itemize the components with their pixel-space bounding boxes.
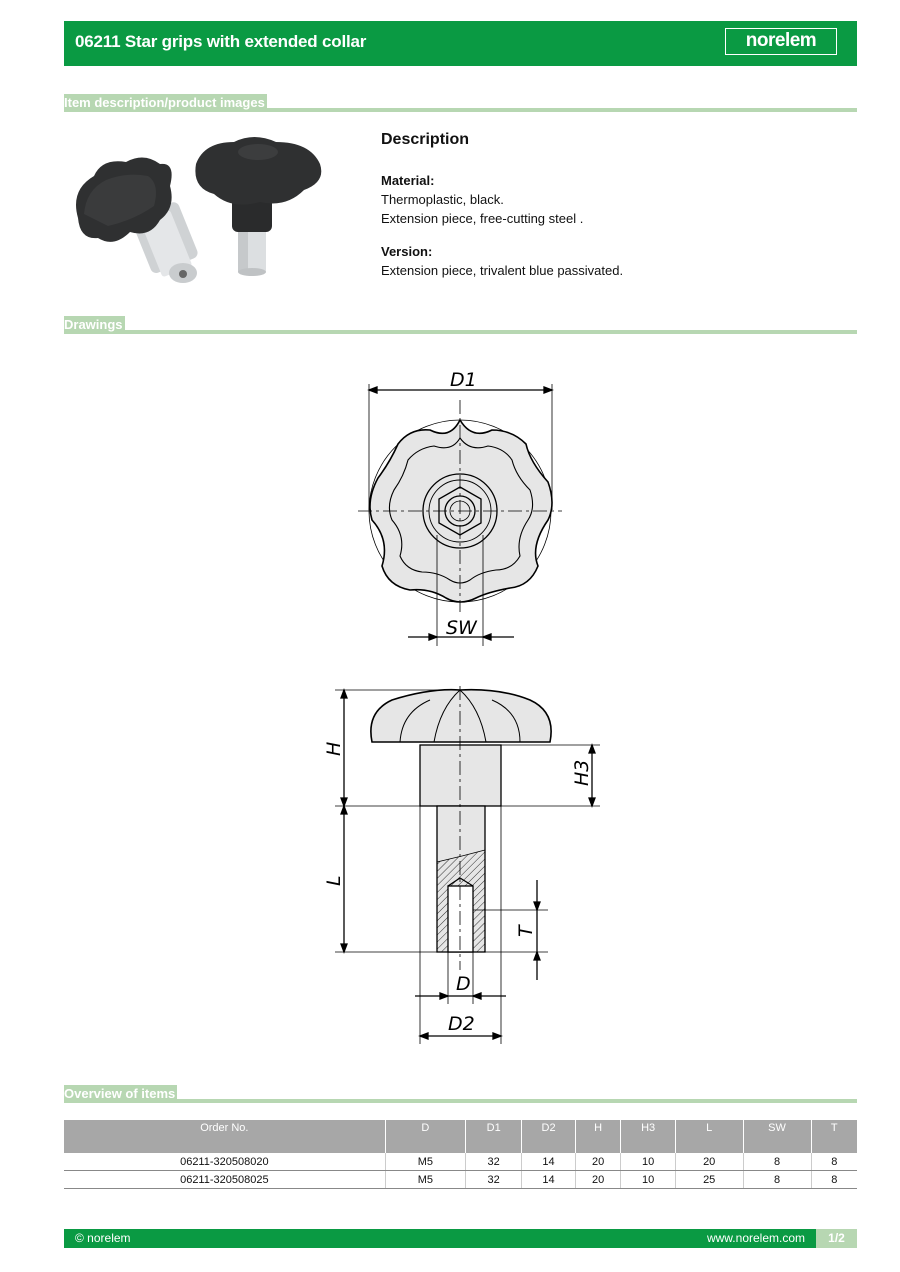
cell-t: 8 [811, 1171, 857, 1189]
page-number: 1/2 [816, 1229, 857, 1248]
page-title: 06211 Star grips with extended collar [75, 32, 367, 51]
col-sw: SW [743, 1120, 811, 1153]
cell-h: 20 [575, 1171, 621, 1189]
material-text-2: Extension piece, free-cutting steel . [381, 211, 584, 226]
col-l: L [675, 1120, 743, 1153]
cell-l: 25 [675, 1171, 743, 1189]
dim-label-sw: SW [446, 617, 477, 639]
cell-t: 8 [811, 1153, 857, 1171]
norelem-logo: norelem [725, 28, 837, 55]
page-header [64, 21, 857, 66]
cell-d2: 14 [522, 1153, 575, 1171]
dim-label-h3: H3 [571, 759, 593, 786]
col-h: H [575, 1120, 621, 1153]
section-item-description [64, 92, 857, 112]
table-row [64, 1171, 857, 1189]
dim-label-d2: D2 [448, 1013, 475, 1035]
col-order-no: Order No. [64, 1120, 385, 1153]
top-view [358, 384, 562, 646]
col-d: D [385, 1120, 465, 1153]
col-h3: H3 [621, 1120, 675, 1153]
cell-order-no: 06211-320508020 [64, 1153, 385, 1171]
cell-d1: 32 [466, 1171, 522, 1189]
page-footer [64, 1229, 857, 1248]
cell-d2: 14 [522, 1171, 575, 1189]
items-table [64, 1120, 857, 1189]
dim-label-t: T [515, 925, 537, 937]
cell-d: M5 [385, 1153, 465, 1171]
cell-sw: 8 [743, 1153, 811, 1171]
section-label: Drawings [64, 317, 123, 332]
cell-order-no: 06211-320508025 [64, 1171, 385, 1189]
description-heading: Description [381, 131, 470, 148]
material-label: Material: [381, 173, 435, 188]
table-header-row [64, 1120, 857, 1153]
section-label: Item description/product images [64, 95, 265, 110]
version-text-1: Extension piece, trivalent blue passivated. [381, 263, 624, 278]
description-block [381, 130, 623, 294]
cell-l: 20 [675, 1153, 743, 1171]
version-label: Version: [381, 244, 433, 259]
cell-h3: 10 [621, 1153, 675, 1171]
footer-copyright: © norelem [75, 1231, 131, 1245]
version-block [381, 242, 623, 280]
section-overview [64, 1083, 857, 1103]
section-label: Overview of items [64, 1086, 176, 1101]
dim-label-d1: D1 [450, 369, 477, 391]
technical-drawing [300, 360, 630, 1060]
footer-website-link[interactable]: www.norelem.com [706, 1231, 805, 1245]
col-d1: D1 [466, 1120, 522, 1153]
col-t: T [811, 1120, 857, 1153]
material-text-1: Thermoplastic, black. [381, 192, 504, 207]
material-block [381, 171, 623, 228]
col-d2: D2 [522, 1120, 575, 1153]
dim-label-d: D [456, 973, 471, 995]
cell-d: M5 [385, 1171, 465, 1189]
dim-label-l: L [323, 875, 345, 886]
product-photo [64, 128, 334, 288]
product-photo-right [195, 137, 321, 276]
dim-label-h: H [323, 741, 345, 756]
product-photo-left [76, 157, 199, 283]
section-drawings [64, 314, 857, 334]
cell-d1: 32 [466, 1153, 522, 1171]
table-row [64, 1153, 857, 1171]
cell-sw: 8 [743, 1171, 811, 1189]
cell-h3: 10 [621, 1171, 675, 1189]
cell-h: 20 [575, 1153, 621, 1171]
